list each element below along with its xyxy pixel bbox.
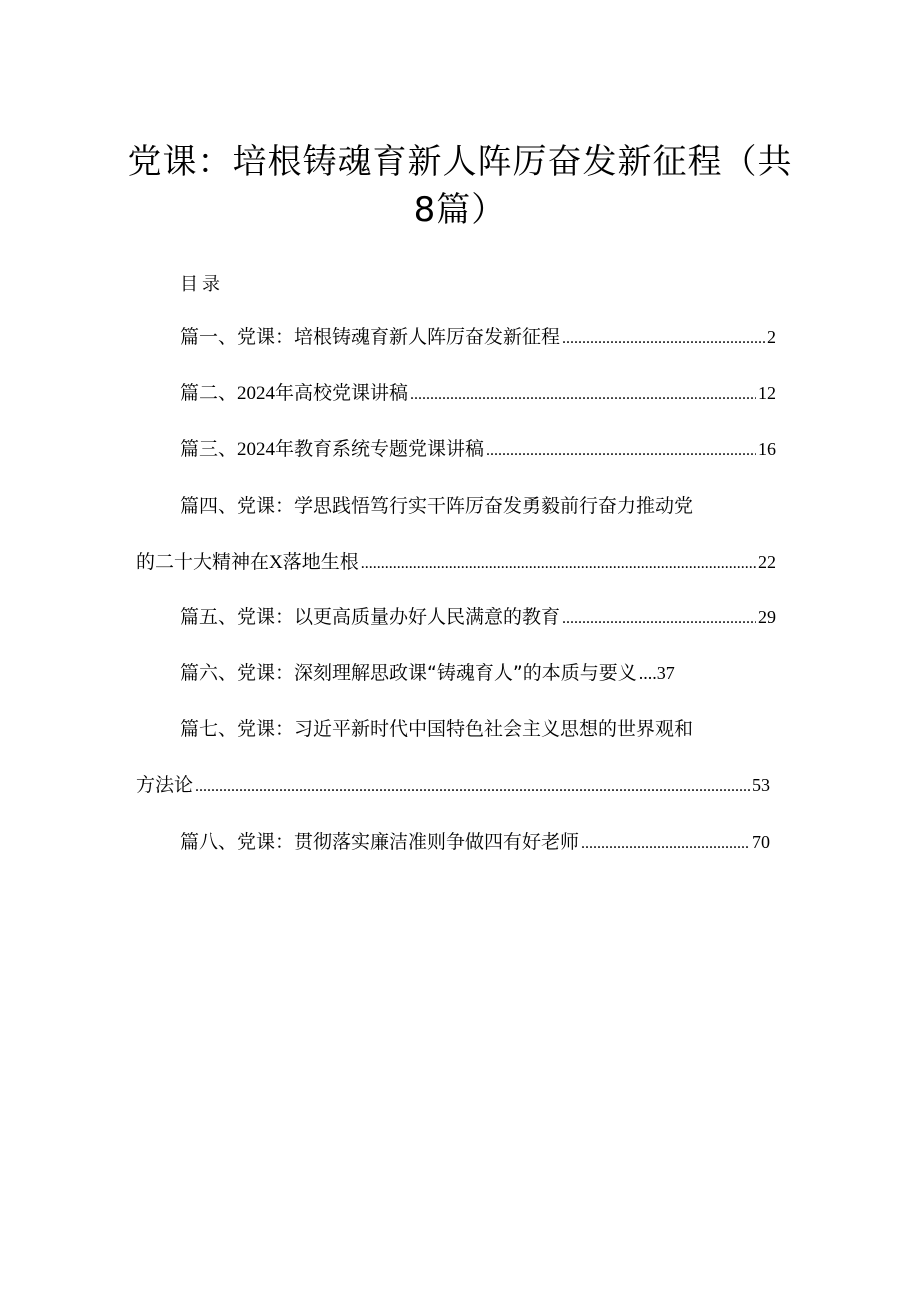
toc-entry-4[interactable]	[136, 546, 776, 578]
toc-leader-dots: ....	[638, 663, 657, 683]
toc-page-number: 12	[758, 383, 776, 403]
toc-entry-title: 篇八、党课：贯彻落实廉洁准则争做四有好老师	[180, 831, 580, 853]
toc-page-number: 2	[767, 327, 776, 347]
toc-page-number: 16	[758, 439, 776, 459]
toc-leader-dots	[581, 828, 750, 860]
toc-page-number: 70	[752, 832, 770, 852]
toc-entry-title: 篇二、2024年高校党课讲稿	[180, 382, 409, 404]
toc-leader-dots	[562, 323, 765, 355]
toc-leader-dots	[361, 548, 756, 580]
toc-entry-7-line-1[interactable]: 篇七、党课：习近平新时代中国特色社会主义思想的世界观和	[180, 718, 694, 740]
toc-entry-title: 方法论	[136, 774, 194, 796]
toc-entry-title: 篇一、党课：培根铸魂育新人阵厉奋发新征程	[180, 326, 561, 348]
toc-entry-title: 篇五、党课：以更高质量办好人民满意的教育	[180, 606, 561, 628]
toc-leader-dots	[195, 771, 750, 803]
toc-entry-3[interactable]	[180, 433, 776, 465]
document-title-line-2: 8篇）	[413, 190, 507, 230]
toc-page-number: 29	[758, 607, 776, 627]
toc-entry-title: 篇六、党课：深刻理解思政课“铸魂育人”的本质与要义	[180, 662, 637, 684]
toc-entry-2[interactable]	[180, 377, 776, 409]
document-title-line-1: 党课：培根铸魂育新人阵厉奋发新征程（共	[127, 142, 793, 182]
toc-entry-title: 篇三、2024年教育系统专题党课讲稿	[180, 438, 485, 460]
toc-entry-6[interactable]	[180, 657, 740, 689]
toc-page-number: 37	[656, 663, 675, 683]
toc-entry-title: 的二十大精神在X落地生根	[136, 551, 359, 573]
toc-leader-dots	[410, 379, 756, 411]
toc-heading: 目录	[180, 274, 224, 295]
toc-entry-4-line-1[interactable]: 篇四、党课：学思践悟笃行实干阵厉奋发勇毅前行奋力推动党	[180, 495, 694, 517]
toc-entry-7[interactable]	[136, 769, 770, 801]
toc-leader-dots	[486, 435, 756, 467]
toc-entry-5[interactable]	[180, 601, 776, 633]
toc-entry-8[interactable]	[180, 826, 770, 858]
toc-page-number: 53	[752, 775, 770, 795]
toc-leader-dots	[562, 603, 756, 635]
toc-entry-1[interactable]	[180, 321, 776, 353]
toc-page-number: 22	[758, 552, 776, 572]
